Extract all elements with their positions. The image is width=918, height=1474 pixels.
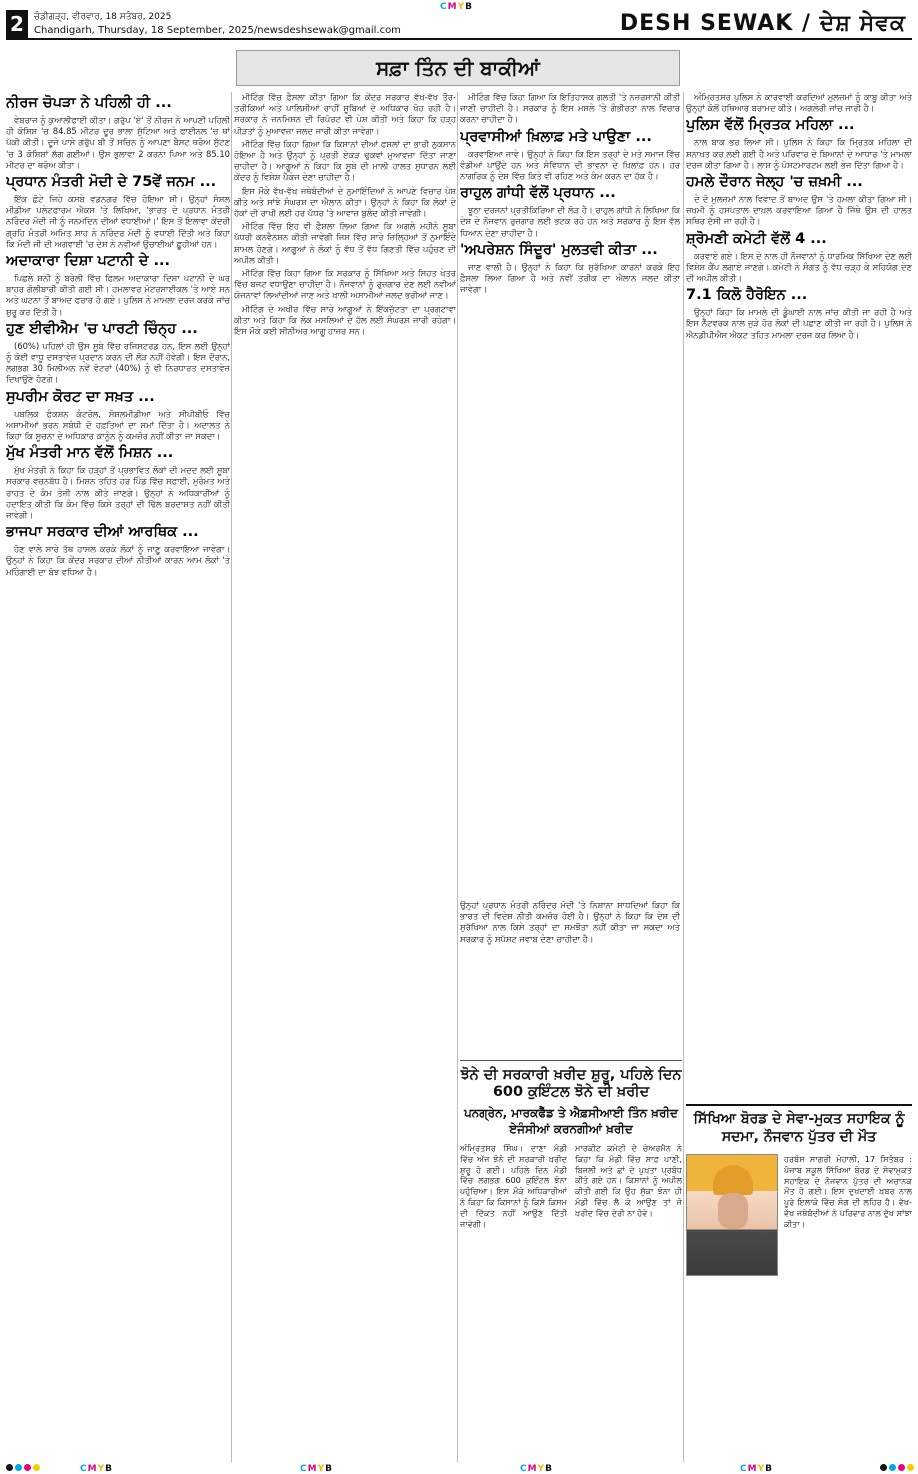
article-paragraph: ਨਾਲ ਬਾਕ ਭਰ ਲਿਆ ਸੀ। ਪੁਲਿਸ ਨੇ ਕਿਹਾ ਕਿ ਮ੍ਰਿਤਕ ਮਹਿਲਾ ਦੀ ਸ਼ਨਾਖ਼ਤ ਕਰ ਲਈ ਗਈ ਹੈ ਅਤੇ ਪਰਿਵਾਰ ਦੇ ਬਿਆਨਾਂ ਦੇ ਆਧਾਰ 'ਤੇ ਮਾਮਲਾ ਦਰਜ ਕੀਤਾ ਗਿਆ ਹੈ। ਲਾਸ਼ ਨੂੰ ਪੋਸਟਮਾਰਟਮ ਲਈ ਭੇਜ ਦਿੱਤਾ ਗਿਆ ਹੈ। xyxy=(686,137,912,170)
headline-operation-sindoor: 'ਅਪਰੇਸ਼ਨ ਸਿੰਦੂਰ' ਮੁਲਤਵੀ ਕੀਤਾ ... xyxy=(460,241,658,258)
headline-evm-symbol: ਹੁਣ ਈਵੀਐਮ 'ਚ ਪਾਰਟੀ ਚਿੰਨ੍ਹ ... xyxy=(6,320,198,337)
article-paragraph: ਉਨ੍ਹਾਂ ਕਿਹਾ ਕਿ ਮਾਮਲੇ ਦੀ ਡੂੰਘਾਈ ਨਾਲ ਜਾਂਚ ਕੀਤੀ ਜਾ ਰਹੀ ਹੈ ਅਤੇ ਇਸ ਨੈੱਟਵਰਕ ਨਾਲ ਜੁੜੇ ਹੋਰ ਲੋਕਾਂ ਦੀ ਪਛਾਣ ਕੀਤੀ ਜਾ ਰਹੀ ਹੈ। ਪੁਲਿਸ ਨੇ ਐਨਡੀਪੀਐਸ ਐਕਟ ਤਹਿਤ ਮਾਮਲਾ ਦਰਜ ਕਰ ਲਿਆ ਹੈ। xyxy=(686,307,912,340)
portrait-photo xyxy=(686,1154,778,1276)
article-paragraph: ਇੱਕ ਛੋਟੇ ਜਿਹੇ ਕਸਬੇ ਵਡਨਗਰ ਵਿੱਚ ਹੋਇਆ ਸੀ। ਉਨ੍ਹਾਂ ਸੰਸ਼ਲ ਮੀਡੀਆ ਪਲੇਟਫਾਰਮ ਐਕਸ 'ਤੇ ਲਿਖਿਆ, 'ਭਾਰਤ ਦੇ ਪ੍ਰਧਾਨ ਮੰਤਰੀ ਨਰਿੰਦਰ ਮੋਦੀ ਜੀ ਨੂੰ ਜਨਮਦਿਨ ਦੀਆਂ ਵਧਾਈਆਂ।' ਇਸ ਤੋਂ ਇਲਾਵਾ ਕੇਂਦਰੀ ਗ੍ਰਹਿ ਮੰਤਰੀ ਅਮਿਤ ਸ਼ਾਹ ਨੇ ਨਰਿੰਦਰ ਮੋਦੀ ਨੂੰ ਵਧਾਈ ਦਿੱਤੀ ਅਤੇ ਕਿਹਾ ਕਿ ਮੋਦੀ ਜੀ ਦੀ ਅਗਵਾਈ 'ਚ ਦੇਸ਼ ਨੇ ਨਵੀਆਂ ਉਚਾਈਆਂ ਛੂਹੀਆਂ ਹਨ। xyxy=(6,194,230,249)
article-paragraph: ਮੀਟਿੰਗ ਵਿੱਚ ਕਿਹਾ ਗਿਆ ਕਿ ਸਰਕਾਰ ਨੂੰ ਸਿੱਖਿਆ ਅਤੇ ਸਿਹਤ ਖੇਤਰ ਵਿੱਚ ਬਜਟ ਵਧਾਉਣਾ ਚਾਹੀਦਾ ਹੈ। ਨੌਜਵਾਨਾਂ ਨੂੰ ਰੁਜ਼ਗਾਰ ਦੇਣ ਲਈ ਨਵੀਆਂ ਯੋਜਨਾਵਾਂ ਲਿਆਂਦੀਆਂ ਜਾਣ ਅਤੇ ਖਾਲੀ ਅਸਾਮੀਆਂ ਜਲਦ ਭਰੀਆਂ ਜਾਣ। xyxy=(234,268,456,301)
headline-bjp-economic: ਭਾਜਪਾ ਸਰਕਾਰ ਦੀਆਂ ਆਰਥਿਕ ... xyxy=(6,524,199,541)
cmyb-marks-bottom-2: CMYB xyxy=(300,1464,333,1474)
article-paragraph: ਮੀਟਿੰਗ ਵਿੱਚ ਇਹ ਵੀ ਫ਼ੈਸਲਾ ਲਿਆ ਗਿਆ ਕਿ ਅਗਲੇ ਮਹੀਨੇ ਸੂਬਾ ਪੱਧਰੀ ਕਨਵੈਨਸ਼ਨ ਕੀਤੀ ਜਾਵੇਗੀ ਜਿਸ ਵਿੱਚ ਸਾਰੇ ਜ਼ਿਲ੍ਹਿਆਂ ਤੋਂ ਨੁਮਾਇੰਦੇ ਸ਼ਾਮਲ ਹੋਣਗੇ। ਆਗੂਆਂ ਨੇ ਲੋਕਾਂ ਨੂੰ ਵੱਧ ਤੋਂ ਵੱਧ ਗਿਣਤੀ ਵਿੱਚ ਪਹੁੰਚਣ ਦੀ ਅਪੀਲ ਕੀਤੀ। xyxy=(234,221,456,265)
education-board-text: ਹਰਬੰਸ ਸਾਗਰੀ ਮੋਹਾਲੀ, 17 ਸਿਤੰਬਰ : ਪੰਜਾਬ ਸਕੂਲ ਸਿੱਖਿਆ ਬੋਰਡ ਦੇ ਸੇਵਾਮੁਕਤ ਸਹਾਇਕ ਦੇ ਨੌਜਵਾਨ ਪੁੱਤਰ ਦੀ ਅਚਾਨਕ ਮੌਤ ਹੋ ਗਈ। ਇਸ ਦੁਖਦਾਈ ਖ਼ਬਰ ਨਾਲ ਪੂਰੇ ਇਲਾਕੇ ਵਿੱਚ ਸੋਗ ਦੀ ਲਹਿਰ ਹੈ। ਵੱਖ-ਵੱਖ ਜਥੇਬੰਦੀਆਂ ਨੇ ਪਰਿਵਾਰ ਨਾਲ ਦੁੱਖ ਸਾਂਝਾ ਕੀਤਾ। xyxy=(784,1154,912,1229)
article-paragraph: (60%) ਪਹਿਲਾਂ ਹੀ ਉਸ ਸੂਬੇ ਵਿੱਚ ਰਜਿਸਟਰਡ ਹਨ, ਇਸ ਲਈ ਉਨ੍ਹਾਂ ਨੂੰ ਕੋਈ ਵਾਧੂ ਦਸਤਾਵੇਜ਼ ਪ੍ਰਦਾਨ ਕਰਨ ਦੀ ਲੋੜ ਨਹੀਂ ਹੋਵੇਗੀ। ਇਸ ਦੌਰਾਨ, ਲਗਭਗ 30 ਮਿਲੀਅਨ ਨਵੇਂ ਵੋਟਰਾਂ (40%) ਨੂੰ ਵੀ ਨਿਰਧਾਰਤ ਦਸਤਾਵੇਜ਼ ਦਿਖਾਉਣੇ ਹੋਣਗੇ। xyxy=(6,340,230,385)
page-header xyxy=(6,10,912,40)
article-paragraph: ਦੇ ਦੋ ਮੁਲਜ਼ਮਾਂ ਨਾਲ ਵਿਵਾਦ ਤੋਂ ਬਾਅਦ ਉਸ 'ਤੇ ਹਮਲਾ ਕੀਤਾ ਗਿਆ ਸੀ। ਜ਼ਖ਼ਮੀ ਨੂੰ ਹਸਪਤਾਲ ਦਾਖ਼ਲ ਕਰਵਾਇਆ ਗਿਆ ਹੈ ਜਿੱਥੇ ਉਸ ਦੀ ਹਾਲਤ ਸਥਿਰ ਦੱਸੀ ਜਾ ਰਹੀ ਹੈ। xyxy=(686,194,912,227)
headline-disha-patani: ਅਦਾਕਾਰਾ ਦਿਸ਼ਾ ਪਟਾਨੀ ਦੇ ... xyxy=(6,253,170,270)
paddy-body-right: ਮਾਰਕੀਟ ਕਮੇਟੀ ਦੇ ਚੇਅਰਮੈਨ ਨੇ ਕਿਹਾ ਕਿ ਮੰਡੀ ਵਿੱਚ ਸਾਫ਼ ਪਾਣੀ, ਬਿਜਲੀ ਅਤੇ ਛਾਂ ਦੇ ਪੁਖ਼ਤਾ ਪ੍ਰਬੰਧ ਕੀਤੇ ਗਏ ਹਨ। ਕਿਸਾਨਾਂ ਨੂੰ ਅਪੀਲ ਕੀਤੀ ਗਈ ਕਿ ਉਹ ਸੁੱਕਾ ਝੋਨਾ ਹੀ ਮੰਡੀ ਵਿੱਚ ਲੈ ਕੇ ਆਉਣ ਤਾਂ ਜੋ ਖ਼ਰੀਦ ਵਿੱਚ ਦੇਰੀ ਨਾ ਹੋਵੇ। xyxy=(575,1143,682,1218)
article-paragraph: ਮੀਟਿੰਗ ਵਿੱਚ ਕਿਹਾ ਗਿਆ ਕਿ ਕਿਸਾਨਾਂ ਦੀਆਂ ਫਸਲਾਂ ਦਾ ਭਾਰੀ ਨੁਕਸਾਨ ਹੋਇਆ ਹੈ ਅਤੇ ਉਨ੍ਹਾਂ ਨੂੰ ਪ੍ਰਤੀ ਏਕੜ ਢੁਕਵਾਂ ਮੁਆਵਜ਼ਾ ਦਿੱਤਾ ਜਾਣਾ ਚਾਹੀਦਾ ਹੈ। ਆਗੂਆਂ ਨੇ ਕਿਹਾ ਕਿ ਸੂਬੇ ਦੀ ਮਾਲੀ ਹਾਲਤ ਸੁਧਾਰਨ ਲਈ ਕੇਂਦਰ ਨੂੰ ਵਿਸ਼ੇਸ਼ ਪੈਕੇਜ ਦੇਣਾ ਚਾਹੀਦਾ ਹੈ। xyxy=(234,138,456,183)
education-board-article xyxy=(686,1104,912,1468)
column-3 xyxy=(460,92,680,892)
article-paragraph: ਜਾਣ ਵਾਲੀ ਹੈ। ਉਨ੍ਹਾਂ ਨੇ ਕਿਹਾ ਕਿ ਸੁਰੱਖਿਆ ਕਾਰਨਾਂ ਕਰਕੇ ਇਹ ਫ਼ੈਸਲਾ ਲਿਆ ਗਿਆ ਹੈ ਅਤੇ ਨਵੀਂ ਤਰੀਕ ਦਾ ਐਲਾਨ ਜਲਦ ਕੀਤਾ ਜਾਵੇਗਾ। xyxy=(460,261,680,295)
headline-neeraj-chopra: ਨੀਰਜ ਚੋਪੜਾ ਨੇ ਪਹਿਲੀ ਹੀ ... xyxy=(6,95,172,111)
article-paragraph: ਮੁੱਖ ਮੰਤਰੀ ਨੇ ਕਿਹਾ ਕਿ ਹੜ੍ਹਾਂ ਤੋਂ ਪ੍ਰਭਾਵਿਤ ਲੋਕਾਂ ਦੀ ਮਦਦ ਲਈ ਸੂਬਾ ਸਰਕਾਰ ਵਚਨਬੱਧ ਹੈ। ਮਿਸ਼ਨ ਤਹਿਤ ਹਰ ਪਿੰਡ ਵਿੱਚ ਸਫ਼ਾਈ, ਮੁਰੰਮਤ ਅਤੇ ਰਾਹਤ ਦੇ ਕੰਮ ਤੇਜ਼ੀ ਨਾਲ ਕੀਤੇ ਜਾਣਗੇ। ਉਨ੍ਹਾਂ ਨੇ ਅਧਿਕਾਰੀਆਂ ਨੂੰ ਹਦਾਇਤ ਕੀਤੀ ਕਿ ਕੰਮ ਵਿੱਚ ਕਿਸੇ ਤਰ੍ਹਾਂ ਦੀ ਢਿੱਲ ਬਰਦਾਸ਼ਤ ਨਹੀਂ ਕੀਤੀ ਜਾਵੇਗੀ। xyxy=(6,465,230,521)
masthead xyxy=(620,10,906,36)
education-board-body xyxy=(686,1154,912,1474)
headline-migrants-resolution: ਪ੍ਰਵਾਸੀਆਂ ਖ਼ਿਲਾਫ਼ ਮਤੇ ਪਾਉਣਾ ... xyxy=(460,128,652,145)
dateline-punjabi: ਚੰਡੀਗੜ੍ਹ, ਵੀਰਵਾਰ, 18 ਸਤੰਬਰ, 2025 xyxy=(34,12,172,22)
column-divider-2 xyxy=(457,92,458,1462)
cmyb-marks-bottom-1: CMYB xyxy=(80,1464,113,1474)
article-paragraph: ਹੋਣ ਵਾਲੇ ਸਾਰੇ ਤੱਥ ਹਾਸਲ ਕਰਕੇ ਲੋਕਾਂ ਨੂੰ ਜਾਣੂ ਕਰਵਾਇਆ ਜਾਵੇਗਾ। ਉਨ੍ਹਾਂ ਨੇ ਕਿਹਾ ਕਿ ਕੇਂਦਰ ਸਰਕਾਰ ਦੀਆਂ ਨੀਤੀਆਂ ਕਾਰਨ ਆਮ ਲੋਕਾਂ 'ਤੇ ਮਹਿੰਗਾਈ ਦਾ ਬੋਝ ਵਧਿਆ ਹੈ। xyxy=(6,544,230,577)
article-paragraph: ਉਨ੍ਹਾਂ ਪ੍ਰਧਾਨ ਮੰਤਰੀ ਨਰਿੰਦਰ ਮੋਦੀ 'ਤੇ ਨਿਸ਼ਾਨਾ ਸਾਧਦਿਆਂ ਕਿਹਾ ਕਿ ਭਾਰਤ ਦੀ ਵਿਦੇਸ਼ ਨੀਤੀ ਕਮਜ਼ੋਰ ਹੋਈ ਹੈ। ਉਨ੍ਹਾਂ ਨੇ ਕਿਹਾ ਕਿ ਦੇਸ਼ ਦੀ ਸੁਰੱਖਿਆ ਨਾਲ ਕਿਸੇ ਤਰ੍ਹਾਂ ਦਾ ਸਮਝੌਤਾ ਨਹੀਂ ਕੀਤਾ ਜਾ ਸਕਦਾ ਅਤੇ ਸਰਕਾਰ ਨੂੰ ਸਪੱਸ਼ਟ ਜਵਾਬ ਦੇਣਾ ਚਾਹੀਦਾ ਹੈ। xyxy=(460,900,680,944)
paddy-procurement-article xyxy=(460,1060,682,1464)
article-paragraph: ਝੂਠਾ ਦਰਜਨਾਂ ਪ੍ਰਤੀਕਿਰਿਆ ਦੀ ਲੋੜ ਹੈ। ਰਾਹੁਲ ਗਾਂਧੀ ਨੇ ਲਿਖਿਆ ਕਿ ਦੇਸ਼ ਦੇ ਨੌਜਵਾਨ ਰੁਜ਼ਗਾਰ ਲਈ ਭਟਕ ਰਹੇ ਹਨ ਅਤੇ ਸਰਕਾਰ ਨੂੰ ਇਸ ਵੱਲ ਧਿਆਨ ਦੇਣਾ ਚਾਹੀਦਾ ਹੈ। xyxy=(460,205,680,238)
cmyb-marks-top: CMYB xyxy=(440,2,473,12)
registration-dots-left xyxy=(6,1464,40,1471)
section-banner: ਸਫ਼ਾ ਤਿੰਨ ਦੀ ਬਾਕੀਆਂ xyxy=(236,50,680,86)
headline-pm-modi-birthday: ਪ੍ਰਧਾਨ ਮੰਤਰੀ ਮੋਦੀ ਦੇ 75ਵੇਂ ਜਨਮ ... xyxy=(6,174,217,191)
article-paragraph: ਵੇਬਰਾਜ ਨੂੰ ਕੁਆਲੀਫਾਈ ਕੀਤਾ। ਗਰੁੱਪ 'ਏ' ਤੋਂ ਨੀਰਜ ਨੇ ਆਪਣੀ ਪਹਿਲੀ ਹੀ ਕੋਸ਼ਿਸ਼ 'ਚ 84.85 ਮੀਟਰ ਦੂਰ ਭਾਲਾ ਸੁੱਟਿਆ ਅਤੇ ਫਾਈਨਲ 'ਚ ਥਾਂ ਪੱਕੀ ਕੀਤੀ। ਦੂਜੇ ਪਾਸੇ ਗਰੁੱਪ ਬੀ ਤੋਂ ਸਚਿਨ ਨੂੰ ਆਪਣਾ ਬੈਸਟ ਥਰੋਅ ਸੁੱਟਣ 'ਚ 3 ਕੋਸ਼ਿਸ਼ਾਂ ਲੱਗ ਗਈਆਂ। ਉਸ ਭੁਲਾਵਾ 2 ਕਰਨਾ ਪਿਆ ਅਤੇ 85.10 ਮੀਟਰ ਦਾ ਥਰੋਅ ਕੀਤਾ। xyxy=(6,115,230,170)
headline-sgpc: ਸ਼੍ਰੋਮਣੀ ਕਮੇਟੀ ਵੱਲੋਂ 4 ... xyxy=(686,230,827,247)
column-3-continued xyxy=(460,900,680,1052)
paddy-headline: ਝੋਨੇ ਦੀ ਸਰਕਾਰੀ ਖ਼ਰੀਦ ਸ਼ੁਰੂ, ਪਹਿਲੇ ਦਿਨ 600 ਕੁਇੰਟਲ ਝੋਨੇ ਦੀ ਖ਼ਰੀਦ xyxy=(460,1067,682,1100)
masthead-english: DESH SEWAK / xyxy=(619,11,812,36)
article-paragraph: ਕਰਵਾਇਆ ਜਾਵੇ। ਉਨ੍ਹਾਂ ਨੇ ਕਿਹਾ ਕਿ ਇਸ ਤਰ੍ਹਾਂ ਦੇ ਮਤੇ ਸਮਾਜ ਵਿੱਚ ਵੰਡੀਆਂ ਪਾਉਂਦੇ ਹਨ ਅਤੇ ਸੰਵਿਧਾਨ ਦੀ ਭਾਵਨਾ ਦੇ ਖ਼ਿਲਾਫ਼ ਹਨ। ਹਰ ਨਾਗਰਿਕ ਨੂੰ ਦੇਸ਼ ਵਿੱਚ ਕਿਤੇ ਵੀ ਰਹਿਣ ਅਤੇ ਕੰਮ ਕਰਨ ਦਾ ਹੱਕ ਹੈ। xyxy=(460,148,680,182)
dateline-english: Chandigarh, Thursday, 18 September, 2025/newsdeshsewak@gmail.com xyxy=(34,25,401,36)
education-board-headline: ਸਿੱਖਿਆ ਬੋਰਡ ਦੇ ਸੇਵਾ-ਮੁਕਤ ਸਹਾਇਕ ਨੂੰ ਸਦਮਾ, ਨੌਜਵਾਨ ਪੁੱਤਰ ਦੀ ਮੌਤ xyxy=(693,1111,905,1145)
cmyb-marks-bottom-4: CMYB xyxy=(740,1464,773,1474)
article-paragraph: ਮੀਟਿੰਗ ਵਿੱਚ ਫ਼ੈਸਲਾ ਕੀਤਾ ਗਿਆ ਕਿ ਕੇਂਦਰ ਸਰਕਾਰ ਵੱਖ-ਵੱਖ ਤੌਰ-ਤਰੀਕਿਆਂ ਅਤੇ ਪਾਲਿਸੀਆਂ ਰਾਹੀਂ ਸੂਬਿਆਂ ਦੇ ਅਧਿਕਾਰ ਖੋਹ ਰਹੀ ਹੈ। ਸਰਕਾਰ ਨੇ ਜਨਮਿਸ਼ਨ ਦੀ ਰਿਪੋਰਟ ਵੀ ਪੇਸ਼ ਕੀਤੀ ਅਤੇ ਕਿਹਾ ਕਿ ਹੜ੍ਹ ਪੀੜਤਾਂ ਨੂੰ ਮੁਆਵਜ਼ਾ ਜਲਦ ਜਾਰੀ ਕੀਤਾ ਜਾਵੇਗਾ। xyxy=(234,92,456,136)
column-divider-1 xyxy=(231,92,232,1462)
article-paragraph: ਕਰਵਾਏ ਗਏ। ਇਸ ਦੇ ਨਾਲ ਹੀ ਨੌਜਵਾਨਾਂ ਨੂੰ ਧਾਰਮਿਕ ਸਿੱਖਿਆ ਦੇਣ ਲਈ ਵਿਸ਼ੇਸ਼ ਕੈਂਪ ਲਗਾਏ ਜਾਣਗੇ। ਕਮੇਟੀ ਨੇ ਸੰਗਤ ਨੂੰ ਵੱਧ ਚੜ੍ਹ ਕੇ ਸਹਿਯੋਗ ਦੇਣ ਦੀ ਅਪੀਲ ਕੀਤੀ। xyxy=(686,250,912,284)
paddy-body-left: ਅੰਮ੍ਰਿਤਸਰ ਸਿੰਘ। ਦਾਣਾ ਮੰਡੀ ਵਿੱਚ ਅੱਜ ਝੋਨੇ ਦੀ ਸਰਕਾਰੀ ਖ਼ਰੀਦ ਸ਼ੁਰੂ ਹੋ ਗਈ। ਪਹਿਲੇ ਦਿਨ ਮੰਡੀ ਵਿੱਚ ਲਗਭਗ 600 ਕੁਇੰਟਲ ਝੋਨਾ ਪਹੁੰਚਿਆ। ਇਸ ਮੌਕੇ ਅਧਿਕਾਰੀਆਂ ਨੇ ਕਿਹਾ ਕਿ ਕਿਸਾਨਾਂ ਨੂੰ ਕਿਸੇ ਕਿਸਮ ਦੀ ਦਿੱਕਤ ਨਹੀਂ ਆਉਣ ਦਿੱਤੀ ਜਾਵੇਗੀ। xyxy=(460,1143,567,1229)
cmyb-marks-bottom-3: CMYB xyxy=(520,1464,553,1474)
headline-cm-mann-mission: ਮੁੱਖ ਮੰਤਰੀ ਮਾਨ ਵੱਲੋਂ ਮਿਸ਼ਨ ... xyxy=(6,445,174,462)
article-paragraph: ਮੀਟਿੰਗ ਵਿੱਚ ਕਿਹਾ ਗਿਆ ਕਿ ਇਤਿਹਾਸਕ ਗਲਤੀ 'ਤੇ ਨਜ਼ਰਸਾਨੀ ਕੀਤੀ ਜਾਣੀ ਚਾਹੀਦੀ ਹੈ। ਸਰਕਾਰ ਨੂੰ ਇਸ ਮਸਲੇ 'ਤੇ ਗੰਭੀਰਤਾ ਨਾਲ ਵਿਚਾਰ ਕਰਨਾ ਚਾਹੀਦਾ ਹੈ। xyxy=(460,92,680,125)
masthead-punjabi: ਦੇਸ਼ ਸੇਵਕ xyxy=(819,10,906,36)
headline-police-dead-woman: ਪੁਲਿਸ ਵੱਲੋਂ ਮ੍ਰਿਤਕ ਮਹਿਲਾ ... xyxy=(686,117,855,134)
column-1 xyxy=(6,92,230,1464)
article-paragraph: ਪਿਛਲੇ ਸ਼ਨੀ ਨੂੰ ਬਰੇਲੀ ਵਿੱਚ ਫਿਲਮ ਅਦਾਕਾਰਾ ਦਿਸ਼ਾ ਪਟਾਨੀ ਦੇ ਘਰ ਬਾਹਰ ਗੋਲੀਬਾਰੀ ਕੀਤੀ ਗਈ ਸੀ। ਹਮਲਾਵਰ ਮੋਟਰਸਾਈਕਲ 'ਤੇ ਆਏ ਸਨ ਅਤੇ ਘਟਨਾ ਤੋਂ ਬਾਅਦ ਫਰਾਰ ਹੋ ਗਏ। ਪੁਲਿਸ ਨੇ ਮਾਮਲਾ ਦਰਜ ਕਰਕੇ ਜਾਂਚ ਸ਼ੁਰੂ ਕਰ ਦਿੱਤੀ ਹੈ। xyxy=(6,273,230,317)
column-2 xyxy=(234,92,456,1464)
paddy-body xyxy=(460,1143,682,1443)
article-paragraph: ਮੀਟਿੰਗ ਦੇ ਅਖੀਰ ਵਿੱਚ ਸਾਰੇ ਆਗੂਆਂ ਨੇ ਇੱਕਜੁੱਟਤਾ ਦਾ ਪ੍ਰਗਟਾਵਾ ਕੀਤਾ ਅਤੇ ਕਿਹਾ ਕਿ ਲੋਕ ਮਸਲਿਆਂ ਦੇ ਹੱਲ ਲਈ ਸੰਘਰਸ਼ ਜਾਰੀ ਰਹੇਗਾ। ਇਸ ਮੌਕੇ ਕਈ ਸੀਨੀਅਰ ਆਗੂ ਹਾਜ਼ਰ ਸਨ। xyxy=(234,303,456,337)
headline-heroin: 7.1 ਕਿਲੋ ਹੈਰੋਇਨ ... xyxy=(686,287,808,304)
page-number: 2 xyxy=(6,10,28,38)
paddy-subheadline: ਪਨਗ੍ਰੇਨ, ਮਾਰਕਫੈੱਡ ਤੇ ਐਫ਼ਸੀਆਈ ਤਿੰਨ ਖ਼ਰੀਦ ਏਜੰਸੀਆਂ ਕਰਨਗੀਆਂ ਖ਼ਰੀਦ xyxy=(464,1106,678,1136)
headline-rahul-gandhi: ਰਾਹੁਲ ਗਾਂਧੀ ਵੱਲੋਂ ਪ੍ਰਧਾਨ ... xyxy=(460,185,616,202)
headline-jail-attack: ਹਮਲੇ ਦੌਰਾਨ ਜੇਲ੍ਹ 'ਚ ਜ਼ਖ਼ਮੀ ... xyxy=(686,174,863,191)
headline-supreme-court: ਸੁਪਰੀਮ ਕੋਰਟ ਦਾ ਸਖ਼ਤ ... xyxy=(6,388,155,405)
article-paragraph: ਪਬਲਿਕ ਫੰਕਸ਼ਨ ਕੰਟਰੋਲ, ਸੋਸ਼ਲਮੀਡੀਆ ਅਤੇ ਸੀਪੀਬੀਓ ਵਿੱਚ ਅਸਾਮੀਆਂ ਭਰਨ ਸਬੰਧੀ ਦੋ ਹਫ਼ਤਿਆਂ ਦਾ ਸਮਾਂ ਦਿੱਤਾ ਹੈ। ਅਦਾਲਤ ਨੇ ਕਿਹਾ ਕਿ ਸੂਚਨਾ ਦੇ ਅਧਿਕਾਰ ਕਾਨੂੰਨ ਨੂੰ ਕਮਜ਼ੋਰ ਨਹੀਂ ਕੀਤਾ ਜਾ ਸਕਦਾ। xyxy=(6,408,230,442)
article-paragraph: ਇਸ ਮੌਕੇ ਵੱਖ-ਵੱਖ ਜਥੇਬੰਦੀਆਂ ਦੇ ਨੁਮਾਇੰਦਿਆਂ ਨੇ ਆਪਣੇ ਵਿਚਾਰ ਪੇਸ਼ ਕੀਤੇ ਅਤੇ ਸਾਂਝੇ ਸੰਘਰਸ਼ ਦਾ ਐਲਾਨ ਕੀਤਾ। ਉਨ੍ਹਾਂ ਨੇ ਕਿਹਾ ਕਿ ਲੋਕਾਂ ਦੇ ਹੱਕਾਂ ਦੀ ਰਾਖੀ ਲਈ ਹਰ ਪੱਧਰ 'ਤੇ ਆਵਾਜ਼ ਬੁਲੰਦ ਕੀਤੀ ਜਾਵੇਗੀ। xyxy=(234,185,456,219)
column-divider-3 xyxy=(683,92,684,1462)
article-paragraph: ਅੰਮ੍ਰਿਤਸਰ ਪੁਲਿਸ ਨੇ ਕਾਰਵਾਈ ਕਰਦਿਆਂ ਮੁਲਜ਼ਮਾਂ ਨੂੰ ਕਾਬੂ ਕੀਤਾ ਅਤੇ ਉਨ੍ਹਾਂ ਕੋਲੋਂ ਹਥਿਆਰ ਬਰਾਮਦ ਕੀਤੇ। ਅਗਲੇਰੀ ਜਾਂਚ ਜਾਰੀ ਹੈ। xyxy=(686,92,912,114)
